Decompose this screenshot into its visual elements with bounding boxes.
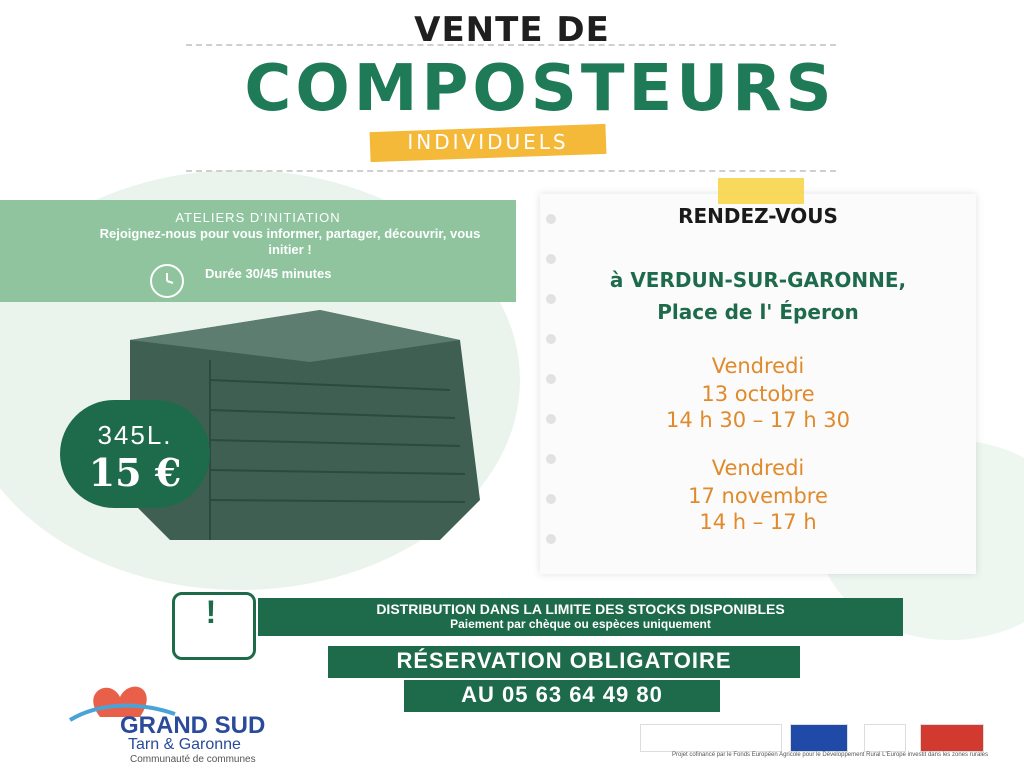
date1-time: 14 h 30 – 17 h 30 (665, 408, 851, 432)
eu-flag-icon (790, 724, 848, 752)
rendezvous-place-line2: Place de l' Éperon (657, 300, 859, 324)
ateliers-duration: Durée 30/45 minutes (205, 266, 332, 281)
distribution-notice: DISTRIBUTION DANS LA LIMITE DES STOCKS DISPONIBLES (376, 601, 785, 617)
europe-engage-logo (640, 724, 782, 752)
date1-date: 13 octobre (701, 382, 815, 406)
leader-logo (864, 724, 906, 752)
divider (186, 170, 836, 172)
ateliers-title: ATELIERS D'INITIATION (175, 210, 341, 225)
warning-symbol: ! (205, 594, 217, 630)
phone-number[interactable]: AU 05 63 64 49 80 (461, 682, 663, 707)
logo-name: GRAND SUD (120, 712, 266, 739)
ateliers-description: Rejoignez-nous pour vous informer, partager, découvrir, vous initier ! (99, 226, 481, 257)
reservation-label: RÉSERVATION OBLIGATOIRE (396, 648, 732, 673)
occitanie-logo (920, 724, 984, 752)
rendezvous-title: RENDEZ-VOUS (678, 204, 838, 228)
date2-date: 17 novembre (688, 484, 828, 508)
price-amount: 15 € (88, 450, 182, 495)
tape (718, 178, 804, 204)
price-volume: 345L. (97, 420, 173, 450)
sponsor-text: Projet cofinancé par le Fonds Européen Agricole pour le Développement Rural L'Europe investit dans les zones rurales (672, 752, 988, 758)
header-main-title: COMPOSTEURS (244, 52, 836, 126)
payment-notice: Paiement par chèque ou espèces uniquement (450, 617, 711, 631)
clock-icon (150, 264, 184, 298)
logo-subtitle: Tarn & Garonne (128, 736, 241, 753)
date1-day: Vendredi (711, 354, 805, 378)
date2-day: Vendredi (711, 456, 805, 480)
date2-time: 14 h – 17 h (699, 510, 817, 534)
header-subtitle: INDIVIDUELS (407, 130, 569, 154)
logo-community: Communauté de communes (130, 754, 256, 765)
header-line1: VENTE DE (414, 10, 610, 50)
rendezvous-place-line1: à VERDUN-SUR-GARONNE, (609, 268, 907, 292)
